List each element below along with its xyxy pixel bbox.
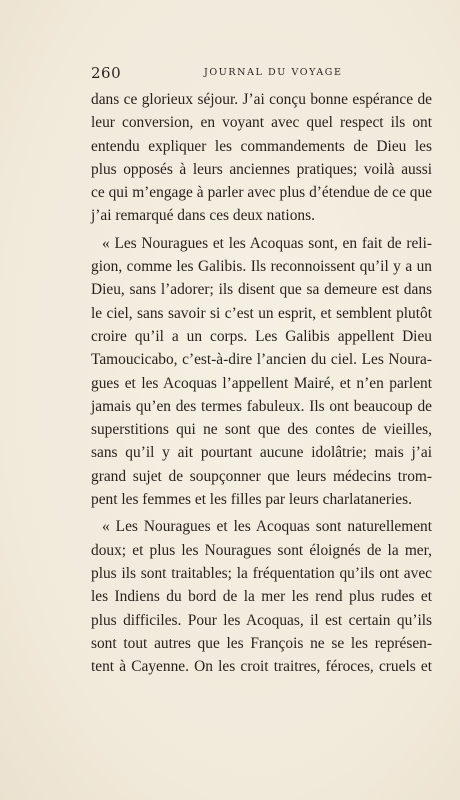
- page-header: [91, 64, 432, 84]
- text-line: « Les Nouragues et les Acoquas sont naturellement: [102, 518, 432, 536]
- text-line: ce qui m’engage à parler avec plus d’étendue de ce que: [91, 184, 432, 202]
- text-line: gion, comme les Galibis. Ils reconnoissent qu’il y a un: [91, 258, 432, 276]
- text-line: plus difficiles. Pour les Acoquas, il est certain qu’ils: [91, 611, 432, 629]
- text-line: croire qu’il a un corps. Les Galibis appellent Dieu: [91, 327, 432, 345]
- text-line: grand sujet de soupçonner que leurs médecins trom-: [91, 467, 432, 485]
- text-line: le ciel, sans savoir si c’est un esprit, et semblent plutôt: [91, 304, 432, 322]
- text-line: leur conversion, en voyant avec quel respect ils ont: [91, 114, 432, 132]
- running-title: JOURNAL DU VOYAGE: [204, 67, 343, 78]
- text-line: plus opposés à leurs anciennes pratiques; voilà aussi: [91, 160, 432, 178]
- text-line: doux; et plus les Nouragues sont éloignés de la mer,: [91, 541, 432, 559]
- text-line: les Indiens du bord de la mer les rend plus rudes et: [91, 588, 432, 606]
- text-line: sont tout autres que les François ne se les représen-: [91, 634, 432, 652]
- text-line: tent à Cayenne. On les croit traitres, féroces, cruels et: [91, 658, 432, 676]
- text-line: dans ce glorieux séjour. J’ai conçu bonne espérance de: [91, 91, 432, 108]
- text-line: Dieu, sans l’adorer; ils disent que sa demeure est dans: [91, 281, 432, 299]
- text-line: plus ils sont traitables; la fréquentation qu’ils ont avec: [91, 564, 432, 582]
- text-line: « Les Nouragues et les Acoquas sont, en fait de reli-: [102, 234, 432, 252]
- text-line: jamais qu’en des termes fabuleux. Ils ont beaucoup de: [91, 397, 432, 415]
- text-line: superstitions qui ne sont que des contes de vieilles,: [91, 421, 432, 439]
- text-line: gues et les Acoquas l’appellent Mairé, et n’en parlent: [91, 374, 432, 392]
- text-line: Tamoucicabo, c’est-à-dire l’ancien du ciel. Les Noura-: [91, 351, 432, 369]
- text-line: pent les femmes et les filles par leurs charlataneries.: [91, 491, 412, 509]
- page-number: 260: [91, 64, 122, 82]
- text-line: sans qu’il y ait pourtant aucune idolâtrie; mais j’ai: [91, 444, 432, 462]
- body-text: [91, 88, 432, 678]
- text-line: entendu expliquer les commandements de Dieu les: [91, 137, 432, 155]
- text-line: j’ai remarqué dans ces deux nations.: [91, 207, 315, 225]
